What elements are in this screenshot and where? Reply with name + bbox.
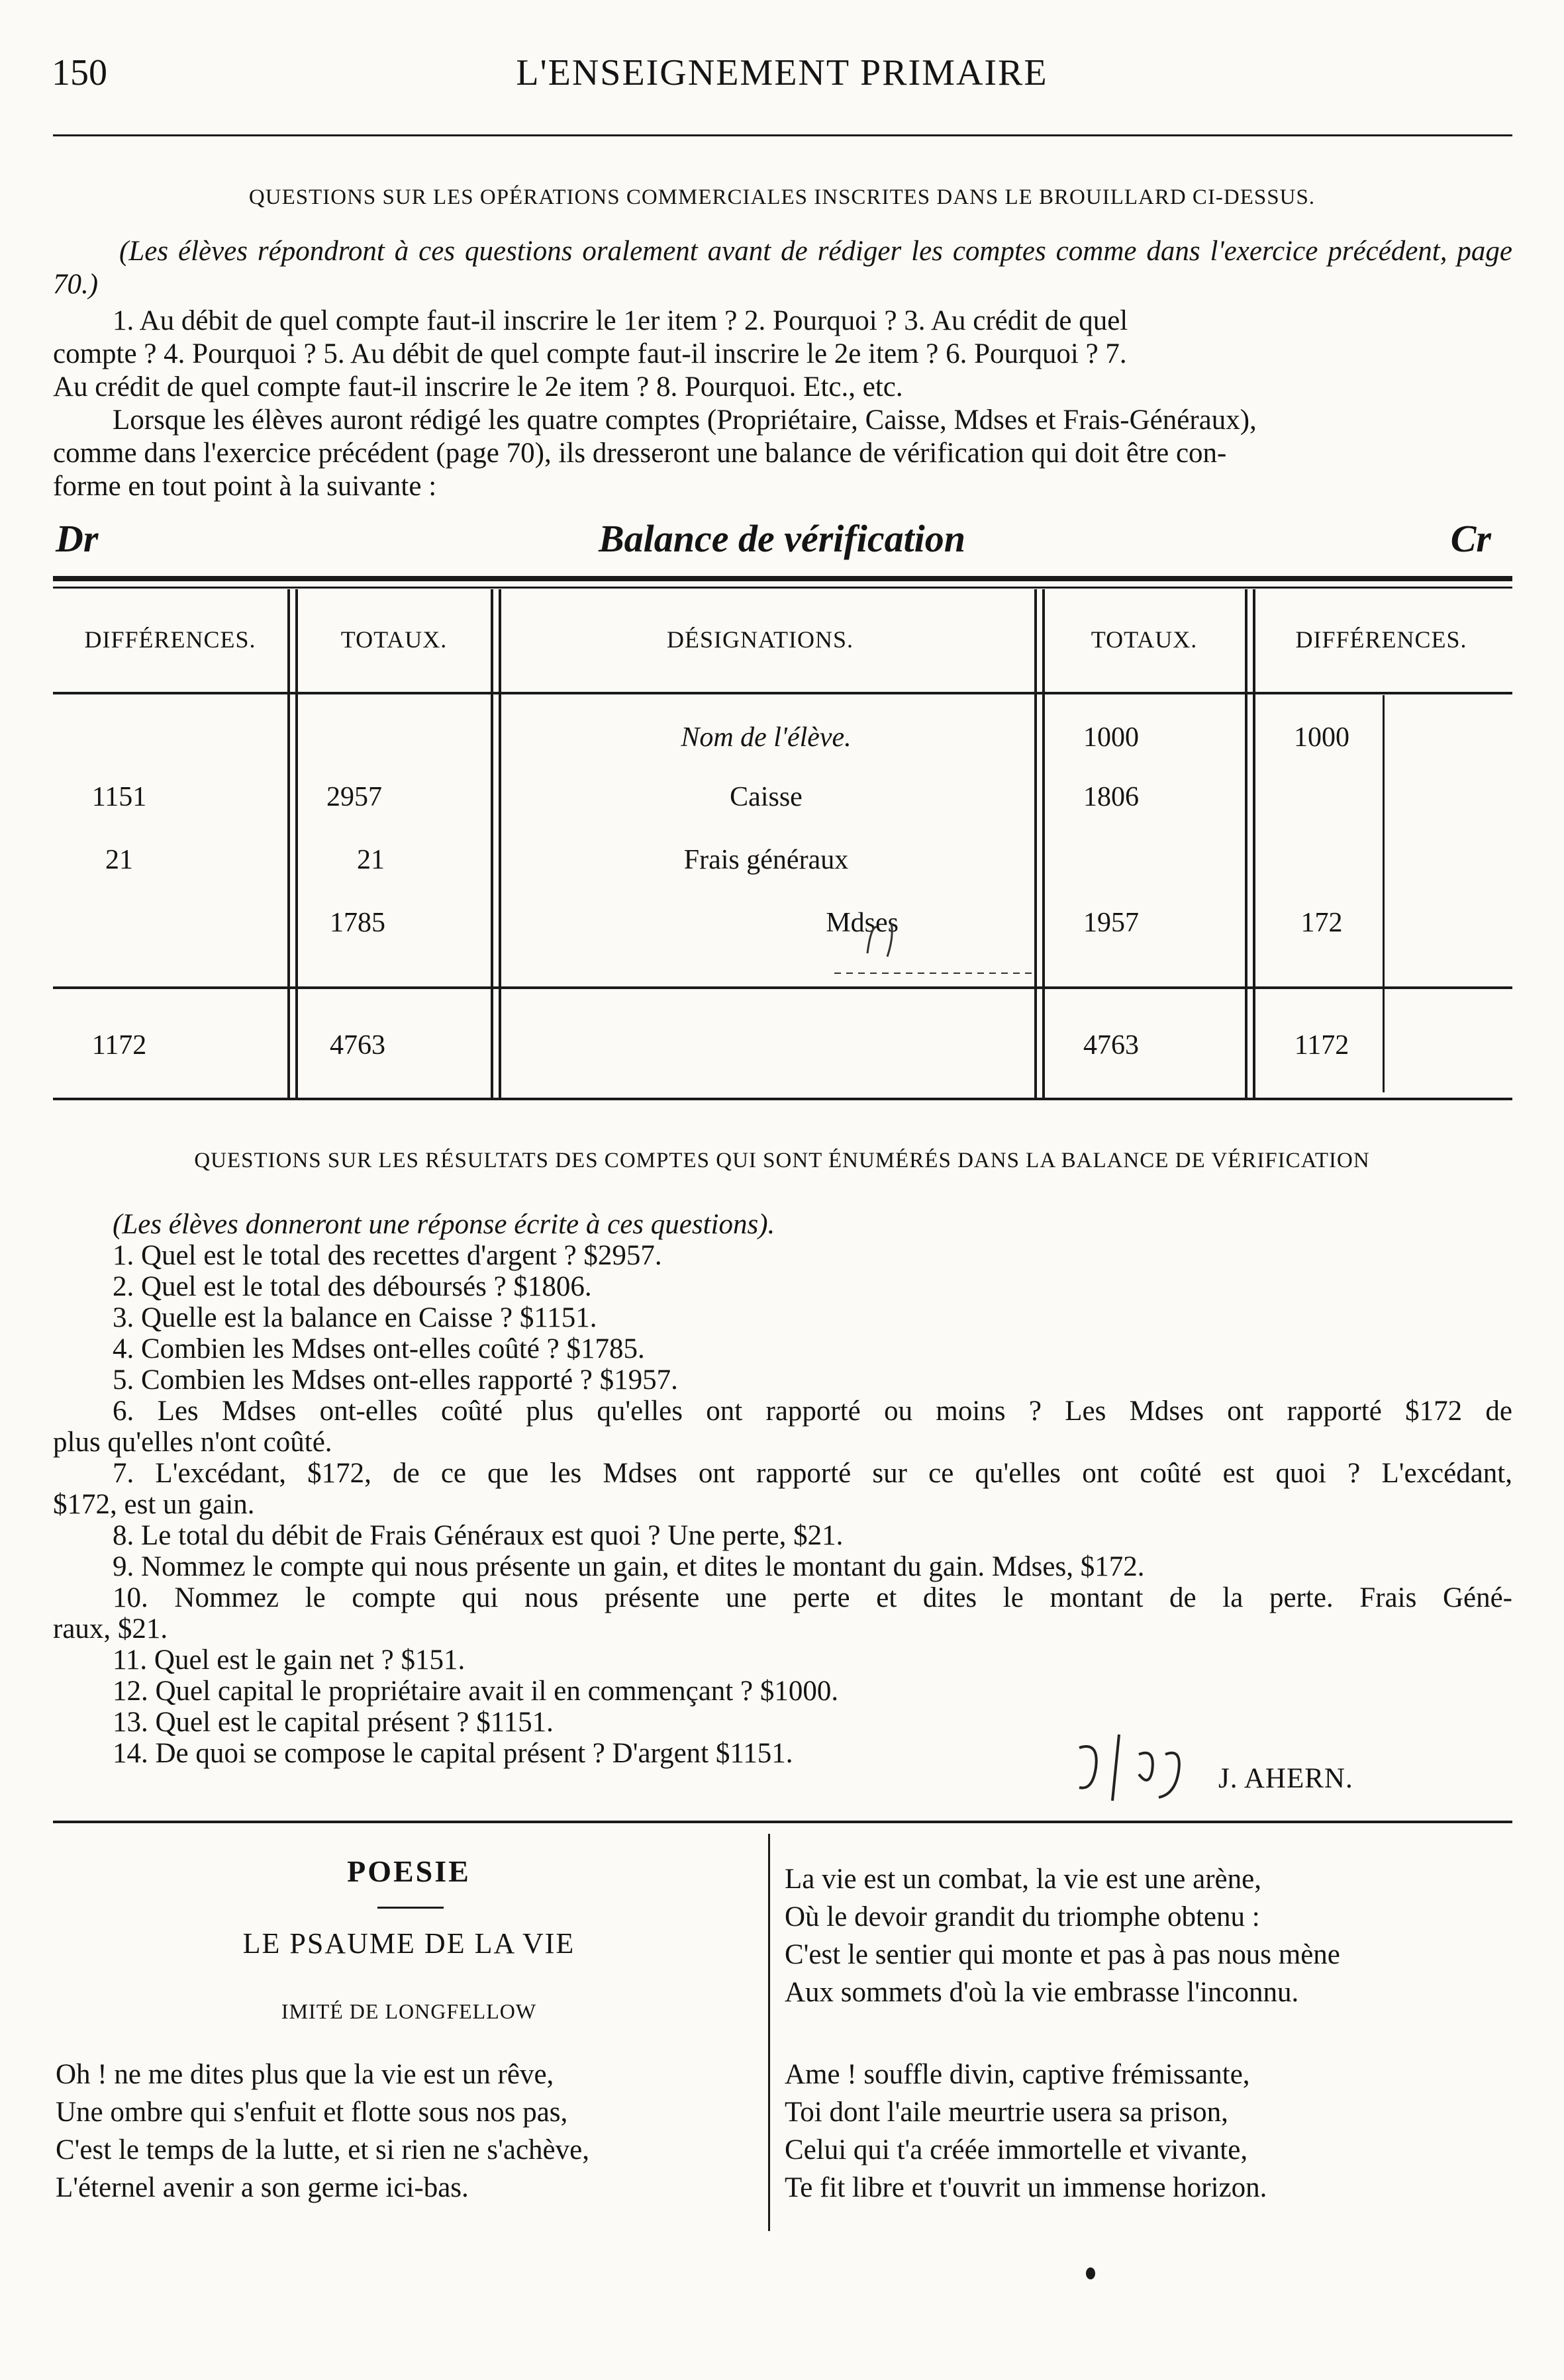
- questions-ops-instruction: (Les élèves répondront à ces questions oralement avant de rédiger les comptes comme dans l'exercice précédent, page 70.): [53, 236, 1512, 300]
- question-item: plus qu'elles n'ont coûté.: [53, 1427, 332, 1458]
- col-sep: [295, 589, 298, 1098]
- col-sep: [499, 589, 501, 1098]
- table-cell: Frais généraux: [683, 845, 849, 875]
- header-rule: [53, 134, 1512, 136]
- page-number: 150: [52, 52, 107, 93]
- question-item: 6. Les Mdses ont-elles coûté plus qu'elles ont rapporté ou moins ? Les Mdses ont rapporté $172 de: [113, 1396, 1512, 1427]
- balance-dr: Dr: [56, 517, 99, 560]
- balance-title: Balance de vérification: [598, 517, 966, 560]
- header-designations: DÉSIGNATIONS.: [667, 626, 854, 653]
- column-divider: [768, 1834, 770, 2231]
- table-cell: 1151: [91, 782, 147, 812]
- question-item: 4. Combien les Mdses ont-elles coûté ? $1785.: [113, 1333, 645, 1364]
- poem-right-line: Te fit libre et t'ouvrit un immense horizon.: [785, 2172, 1267, 2203]
- questions-ops-closing-2: comme dans l'exercice précédent (page 70), ils dresseront une balance de vérification qui doit être con-: [53, 438, 1227, 469]
- questions-ops-closing-1: Lorsque les élèves auront rédigé les quatre comptes (Propriétaire, Caisse, Mdses et Frais-Généraux),: [113, 405, 1257, 436]
- questions-results-instruction: (Les élèves donneront une réponse écrite à ces questions).: [113, 1209, 775, 1240]
- poem-subtitle: IMITÉ DE LONGFELLOW: [281, 1999, 537, 2023]
- col-sep: [1253, 589, 1255, 1098]
- table-cell: Caisse: [730, 782, 803, 812]
- table-cell: 1000: [1294, 722, 1349, 753]
- question-item: 8. Le total du débit de Frais Généraux est quoi ? Une perte, $21.: [113, 1520, 844, 1551]
- table-bottom-rule: [53, 1098, 1512, 1100]
- table-cell: 21: [105, 845, 133, 875]
- question-item: 9. Nommez le compte qui nous présente un gain, et dites le montant du gain. Mdses, $172.: [113, 1551, 1145, 1582]
- pencil-annotation: [795, 874, 1059, 1006]
- table-total-cell: 4763: [1083, 1030, 1139, 1061]
- poem-right-line: Celui qui t'a créée immortelle et vivante,: [785, 2134, 1248, 2166]
- poem-left-line: C'est le temps de la lutte, et si rien ne s'achève,: [56, 2134, 589, 2166]
- col-sep: [491, 589, 493, 1098]
- question-item: 11. Quel est le gain net ? $151.: [113, 1644, 465, 1676]
- header-totaux-dr: TOTAUX.: [340, 626, 448, 653]
- table-cell: 172: [1300, 908, 1343, 938]
- poem-right-line: Ame ! souffle divin, captive frémissante,: [785, 2059, 1250, 2090]
- table-cell: 1957: [1083, 908, 1139, 938]
- question-item: 2. Quel est le total des déboursés ? $1806.: [113, 1271, 592, 1302]
- poem-right-line: C'est le sentier qui monte et pas à pas nous mène: [785, 1939, 1340, 1970]
- running-title: L'ENSEIGNEMENT PRIMAIRE: [516, 52, 1048, 93]
- questions-ops-line-1: 1. Au débit de quel compte faut-il inscrire le 1er item ? 2. Pourquoi ? 3. Au crédit de quel: [113, 305, 1128, 336]
- header-differences-dr: DIFFÉRENCES.: [84, 626, 256, 653]
- poem-right-line: Aux sommets d'où la vie embrasse l'inconnu.: [785, 1977, 1299, 2008]
- table-cell: Mdses: [826, 908, 899, 938]
- question-item: 10. Nommez le compte qui nous présente une perte et dites le montant de la perte. Frais Géné-: [113, 1582, 1512, 1613]
- poem-right-line: Toi dont l'aile meurtrie usera sa prison,: [785, 2097, 1228, 2128]
- question-item: 14. De quoi se compose le capital présent ? D'argent $1151.: [113, 1738, 793, 1769]
- signature: J. AHERN.: [1218, 1763, 1353, 1794]
- question-item: 7. L'excédant, $172, de ce que les Mdses ont rapporté sur ce qu'elles ont coûté est quoi ? L'excédant,: [113, 1458, 1512, 1489]
- poem-right-line: La vie est un combat, la vie est une arène,: [785, 1864, 1261, 1895]
- balance-cr: Cr: [1450, 517, 1491, 560]
- table-cell: 21: [357, 845, 385, 875]
- col-sep: [1245, 589, 1247, 1098]
- poem-title: LE PSAUME DE LA VIE: [242, 1927, 575, 1960]
- poem-left-line: Oh ! ne me dites plus que la vie est un rêve,: [56, 2059, 554, 2090]
- questions-ops-heading: QUESTIONS SUR LES OPÉRATIONS COMMERCIALES INSCRITES DANS LE BROUILLARD CI-DESSUS.: [248, 185, 1316, 209]
- col-sep: [287, 589, 290, 1098]
- questions-results-heading: QUESTIONS SUR LES RÉSULTATS DES COMPTES QUI SONT ÉNUMÉRÉS DANS LA BALANCE DE VÉRIFICATION: [194, 1149, 1370, 1172]
- table-cell: 1785: [330, 908, 385, 938]
- questions-ops-line-3: Au crédit de quel compte faut-il inscrire le 2e item ? 8. Pourquoi. Etc., etc.: [53, 371, 903, 403]
- question-item: 3. Quelle est la balance en Caisse ? $1151.: [113, 1302, 597, 1333]
- questions-ops-closing-3: forme en tout point à la suivante :: [53, 471, 437, 502]
- poem-left-line: L'éternel avenir a son germe ici-bas.: [56, 2172, 469, 2203]
- table-top-rule: [53, 576, 1512, 581]
- questions-ops-line-2: compte ? 4. Pourquoi ? 5. Au débit de quel compte faut-il inscrire le 2e item ? 6. Pourquoi ? 7.: [53, 338, 1127, 369]
- table-top-rule-thin: [53, 587, 1512, 589]
- ink-dot: [1086, 2267, 1095, 2279]
- section-rule: [53, 1821, 1512, 1823]
- question-item: 1. Quel est le total des recettes d'argent ? $2957.: [113, 1240, 662, 1271]
- table-total-cell: 1172: [91, 1030, 147, 1061]
- col-sep: [1034, 589, 1037, 1098]
- poem-section-title: POESIE: [347, 1854, 471, 1888]
- question-item: 5. Combien les Mdses ont-elles rapporté ? $1957.: [113, 1364, 678, 1396]
- table-cell: 2957: [326, 782, 382, 812]
- table-total-cell: 4763: [330, 1030, 385, 1061]
- col-sep: [1042, 589, 1045, 1098]
- question-item: 12. Quel capital le propriétaire avait il en commençant ? $1000.: [113, 1676, 839, 1707]
- poem-dash: [377, 1907, 444, 1909]
- question-item: $172, est un gain.: [53, 1489, 255, 1520]
- table-totals-rule: [53, 986, 1512, 989]
- question-item: 13. Quel est le capital présent ? $1151.: [113, 1707, 554, 1738]
- poem-left-line: Une ombre qui s'enfuit et flotte sous nos pas,: [56, 2097, 568, 2128]
- question-item: raux, $21.: [53, 1613, 168, 1644]
- table-total-cell: 1172: [1294, 1030, 1349, 1061]
- table-cell: 1806: [1083, 782, 1139, 812]
- header-differences-cr: DIFFÉRENCES.: [1295, 626, 1467, 653]
- header-totaux-cr: TOTAUX.: [1091, 626, 1198, 653]
- table-header-rule: [53, 692, 1512, 694]
- table-cell: Nom de l'élève.: [681, 722, 852, 753]
- poem-right-line: Où le devoir grandit du triomphe obtenu :: [785, 1901, 1260, 1932]
- handwritten-mark: [1059, 1721, 1245, 1814]
- table-cell: 1000: [1083, 722, 1139, 753]
